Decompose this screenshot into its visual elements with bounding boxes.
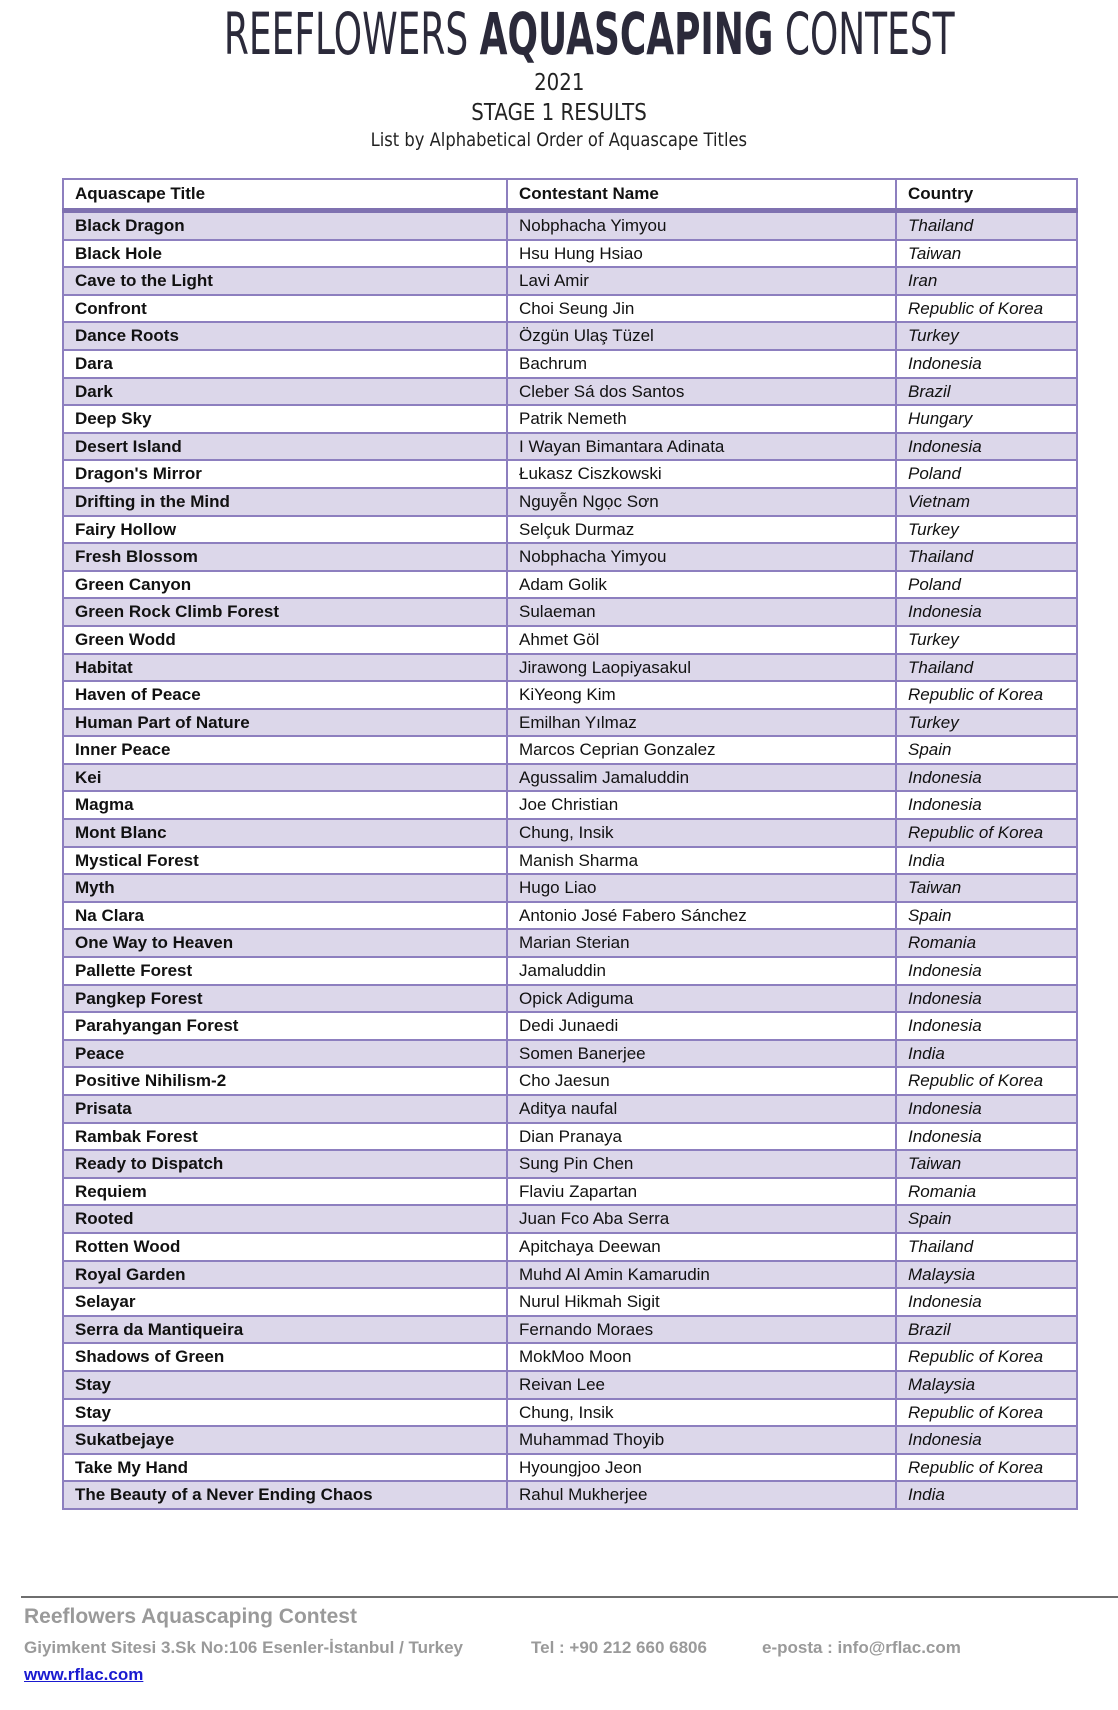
- cell-country: Turkey: [896, 322, 1077, 350]
- table-row: [63, 654, 1077, 682]
- cell-aquascape-title: Requiem: [63, 1178, 507, 1206]
- table-row: [63, 350, 1077, 378]
- cell-aquascape-title: Positive Nihilism-2: [63, 1067, 507, 1095]
- cell-country: Poland: [896, 460, 1077, 488]
- cell-country: Republic of Korea: [896, 1399, 1077, 1427]
- cell-aquascape-title: Fresh Blossom: [63, 543, 507, 571]
- cell-country: Malaysia: [896, 1261, 1077, 1289]
- cell-country: Indonesia: [896, 598, 1077, 626]
- cell-aquascape-title: Take My Hand: [63, 1454, 507, 1482]
- results-table: [62, 178, 1078, 1510]
- cell-country: India: [896, 1481, 1077, 1509]
- cell-aquascape-title: Ready to Dispatch: [63, 1150, 507, 1178]
- table-row: [63, 1371, 1077, 1399]
- table-row: [63, 681, 1077, 709]
- cell-country: Republic of Korea: [896, 1454, 1077, 1482]
- cell-contestant-name: Aditya naufal: [507, 1095, 896, 1123]
- table-row: [63, 1288, 1077, 1316]
- document-title: [0, 2, 1118, 66]
- cell-country: Indonesia: [896, 1095, 1077, 1123]
- table-row: [63, 211, 1077, 240]
- cell-contestant-name: Cleber Sá dos Santos: [507, 378, 896, 406]
- cell-country: Indonesia: [896, 791, 1077, 819]
- cell-contestant-name: Chung, Insik: [507, 819, 896, 847]
- cell-aquascape-title: Na Clara: [63, 902, 507, 930]
- cell-aquascape-title: Kei: [63, 764, 507, 792]
- table-row: [63, 598, 1077, 626]
- table-row: [63, 1205, 1077, 1233]
- cell-contestant-name: Nurul Hikmah Sigit: [507, 1288, 896, 1316]
- cell-country: Republic of Korea: [896, 295, 1077, 323]
- cell-country: India: [896, 847, 1077, 875]
- cell-contestant-name: Apitchaya Deewan: [507, 1233, 896, 1261]
- table-body: [63, 211, 1077, 1509]
- cell-contestant-name: MokMoo Moon: [507, 1343, 896, 1371]
- cell-contestant-name: Muhd Al Amin Kamarudin: [507, 1261, 896, 1289]
- cell-country: Spain: [896, 902, 1077, 930]
- cell-country: Turkey: [896, 626, 1077, 654]
- table-row: [63, 1261, 1077, 1289]
- cell-country: Republic of Korea: [896, 1067, 1077, 1095]
- cell-country: Thailand: [896, 543, 1077, 571]
- cell-country: Indonesia: [896, 985, 1077, 1013]
- cell-aquascape-title: Pallette Forest: [63, 957, 507, 985]
- cell-country: Indonesia: [896, 1288, 1077, 1316]
- cell-contestant-name: Marian Sterian: [507, 929, 896, 957]
- column-header-title: Aquascape Title: [63, 179, 507, 211]
- cell-aquascape-title: Peace: [63, 1040, 507, 1068]
- footer-email: e-posta : info@rflac.com: [762, 1638, 961, 1657]
- table-row: [63, 957, 1077, 985]
- cell-contestant-name: Choi Seung Jin: [507, 295, 896, 323]
- cell-contestant-name: I Wayan Bimantara Adinata: [507, 433, 896, 461]
- cell-contestant-name: Dian Pranaya: [507, 1123, 896, 1151]
- cell-country: Romania: [896, 929, 1077, 957]
- table-row: [63, 433, 1077, 461]
- cell-contestant-name: Opick Adiguma: [507, 985, 896, 1013]
- cell-aquascape-title: Haven of Peace: [63, 681, 507, 709]
- cell-contestant-name: Łukasz Ciszkowski: [507, 460, 896, 488]
- cell-country: Indonesia: [896, 1012, 1077, 1040]
- cell-aquascape-title: Drifting in the Mind: [63, 488, 507, 516]
- cell-country: Brazil: [896, 1316, 1077, 1344]
- cell-contestant-name: Emilhan Yılmaz: [507, 709, 896, 737]
- cell-country: Indonesia: [896, 350, 1077, 378]
- cell-country: Poland: [896, 571, 1077, 599]
- cell-aquascape-title: Pangkep Forest: [63, 985, 507, 1013]
- cell-contestant-name: Nobphacha Yimyou: [507, 543, 896, 571]
- cell-contestant-name: Hyoungjoo Jeon: [507, 1454, 896, 1482]
- footer-telephone: Tel : +90 212 660 6806: [531, 1638, 707, 1657]
- cell-contestant-name: Somen Banerjee: [507, 1040, 896, 1068]
- cell-aquascape-title: Black Dragon: [63, 211, 507, 240]
- cell-contestant-name: Fernando Moraes: [507, 1316, 896, 1344]
- table-row: [63, 626, 1077, 654]
- table-row: [63, 1178, 1077, 1206]
- list-subtitle-text: List by Alphabetical Order of Aquascape Titles: [370, 129, 748, 151]
- cell-contestant-name: Ahmet Göl: [507, 626, 896, 654]
- cell-contestant-name: Sulaeman: [507, 598, 896, 626]
- table-row: [63, 1454, 1077, 1482]
- table-row: [63, 295, 1077, 323]
- cell-aquascape-title: Deep Sky: [63, 405, 507, 433]
- cell-country: Taiwan: [896, 874, 1077, 902]
- cell-country: Indonesia: [896, 957, 1077, 985]
- cell-aquascape-title: Selayar: [63, 1288, 507, 1316]
- cell-aquascape-title: Black Hole: [63, 240, 507, 268]
- table-row: [63, 1040, 1077, 1068]
- cell-country: Indonesia: [896, 764, 1077, 792]
- cell-country: India: [896, 1040, 1077, 1068]
- cell-contestant-name: Jamaluddin: [507, 957, 896, 985]
- cell-aquascape-title: Rotten Wood: [63, 1233, 507, 1261]
- cell-contestant-name: Cho Jaesun: [507, 1067, 896, 1095]
- table-row: [63, 543, 1077, 571]
- table-row: [63, 1426, 1077, 1454]
- table-row: [63, 405, 1077, 433]
- cell-country: Hungary: [896, 405, 1077, 433]
- year-heading: [0, 68, 1118, 98]
- cell-aquascape-title: Confront: [63, 295, 507, 323]
- cell-country: Thailand: [896, 654, 1077, 682]
- cell-contestant-name: Muhammad Thoyib: [507, 1426, 896, 1454]
- cell-country: Indonesia: [896, 1123, 1077, 1151]
- cell-aquascape-title: Royal Garden: [63, 1261, 507, 1289]
- cell-contestant-name: KiYeong Kim: [507, 681, 896, 709]
- cell-country: Brazil: [896, 378, 1077, 406]
- year-text: 2021: [533, 70, 585, 96]
- cell-contestant-name: Dedi Junaedi: [507, 1012, 896, 1040]
- table-row: [63, 240, 1077, 268]
- cell-country: Republic of Korea: [896, 681, 1077, 709]
- cell-contestant-name: Antonio José Fabero Sánchez: [507, 902, 896, 930]
- cell-aquascape-title: Serra da Mantiqueira: [63, 1316, 507, 1344]
- cell-aquascape-title: Rambak Forest: [63, 1123, 507, 1151]
- cell-country: Romania: [896, 1178, 1077, 1206]
- table-row: [63, 791, 1077, 819]
- table-row: [63, 819, 1077, 847]
- cell-country: Turkey: [896, 709, 1077, 737]
- cell-contestant-name: Hsu Hung Hsiao: [507, 240, 896, 268]
- cell-contestant-name: Nobphacha Yimyou: [507, 211, 896, 240]
- cell-country: Spain: [896, 1205, 1077, 1233]
- cell-country: Malaysia: [896, 1371, 1077, 1399]
- cell-country: Taiwan: [896, 240, 1077, 268]
- cell-aquascape-title: Mont Blanc: [63, 819, 507, 847]
- cell-country: Iran: [896, 267, 1077, 295]
- table-row: [63, 929, 1077, 957]
- cell-aquascape-title: Green Rock Climb Forest: [63, 598, 507, 626]
- cell-aquascape-title: Habitat: [63, 654, 507, 682]
- cell-aquascape-title: Dark: [63, 378, 507, 406]
- cell-contestant-name: Manish Sharma: [507, 847, 896, 875]
- table-row: [63, 709, 1077, 737]
- cell-country: Thailand: [896, 1233, 1077, 1261]
- list-subtitle: [0, 127, 1118, 153]
- table-row: [63, 736, 1077, 764]
- table-row: [63, 1233, 1077, 1261]
- cell-contestant-name: Lavi Amir: [507, 267, 896, 295]
- footer-website-link[interactable]: www.rflac.com: [24, 1665, 144, 1684]
- table-row: [63, 1150, 1077, 1178]
- cell-contestant-name: Juan Fco Aba Serra: [507, 1205, 896, 1233]
- table-row: [63, 322, 1077, 350]
- cell-contestant-name: Rahul Mukherjee: [507, 1481, 896, 1509]
- stage-heading: [0, 98, 1118, 128]
- table-row: [63, 764, 1077, 792]
- table-row: [63, 267, 1077, 295]
- cell-aquascape-title: Prisata: [63, 1095, 507, 1123]
- cell-contestant-name: Flaviu Zapartan: [507, 1178, 896, 1206]
- cell-aquascape-title: Mystical Forest: [63, 847, 507, 875]
- cell-aquascape-title: Magma: [63, 791, 507, 819]
- table-row: [63, 1343, 1077, 1371]
- cell-contestant-name: Patrik Nemeth: [507, 405, 896, 433]
- cell-aquascape-title: Stay: [63, 1371, 507, 1399]
- table-row: [63, 847, 1077, 875]
- table-row: [63, 1067, 1077, 1095]
- cell-aquascape-title: Desert Island: [63, 433, 507, 461]
- cell-contestant-name: Bachrum: [507, 350, 896, 378]
- cell-country: Turkey: [896, 516, 1077, 544]
- stage-text: STAGE 1 RESULTS: [471, 100, 647, 126]
- footer-divider: [21, 1596, 1118, 1598]
- cell-aquascape-title: Myth: [63, 874, 507, 902]
- cell-country: Indonesia: [896, 433, 1077, 461]
- cell-contestant-name: Adam Golik: [507, 571, 896, 599]
- cell-contestant-name: Reivan Lee: [507, 1371, 896, 1399]
- table-row: [63, 874, 1077, 902]
- cell-aquascape-title: Fairy Hollow: [63, 516, 507, 544]
- cell-country: Indonesia: [896, 1426, 1077, 1454]
- cell-aquascape-title: Shadows of Green: [63, 1343, 507, 1371]
- cell-aquascape-title: The Beauty of a Never Ending Chaos: [63, 1481, 507, 1509]
- table-row: [63, 985, 1077, 1013]
- cell-country: Republic of Korea: [896, 1343, 1077, 1371]
- table-row: [63, 1095, 1077, 1123]
- cell-aquascape-title: Dragon's Mirror: [63, 460, 507, 488]
- table-row: [63, 571, 1077, 599]
- cell-aquascape-title: Parahyangan Forest: [63, 1012, 507, 1040]
- table-row: [63, 378, 1077, 406]
- cell-contestant-name: Chung, Insik: [507, 1399, 896, 1427]
- cell-aquascape-title: Inner Peace: [63, 736, 507, 764]
- title-part-reeflowers: REEFLOWERS: [223, 0, 469, 68]
- cell-aquascape-title: Dara: [63, 350, 507, 378]
- column-header-country: Country: [896, 179, 1077, 211]
- cell-aquascape-title: Sukatbejaye: [63, 1426, 507, 1454]
- table-row: [63, 516, 1077, 544]
- cell-contestant-name: Nguyễn Ngọc Sơn: [507, 488, 896, 516]
- cell-contestant-name: Joe Christian: [507, 791, 896, 819]
- cell-aquascape-title: Rooted: [63, 1205, 507, 1233]
- cell-country: Republic of Korea: [896, 819, 1077, 847]
- cell-aquascape-title: Dance Roots: [63, 322, 507, 350]
- table-row: [63, 1123, 1077, 1151]
- cell-contestant-name: Hugo Liao: [507, 874, 896, 902]
- footer-address: Giyimkent Sitesi 3.Sk No:106 Esenler-İstanbul / Turkey: [24, 1638, 464, 1657]
- cell-contestant-name: Sung Pin Chen: [507, 1150, 896, 1178]
- table-row: [63, 1399, 1077, 1427]
- cell-contestant-name: Agussalim Jamaluddin: [507, 764, 896, 792]
- column-header-contestant: Contestant Name: [507, 179, 896, 211]
- cell-aquascape-title: Human Part of Nature: [63, 709, 507, 737]
- footer-organization: Reeflowers Aquascaping Contest: [24, 1605, 357, 1628]
- cell-aquascape-title: Green Canyon: [63, 571, 507, 599]
- table-row: [63, 1316, 1077, 1344]
- table-row: [63, 902, 1077, 930]
- cell-aquascape-title: One Way to Heaven: [63, 929, 507, 957]
- cell-contestant-name: Özgün Ulaş Tüzel: [507, 322, 896, 350]
- cell-aquascape-title: Green Wodd: [63, 626, 507, 654]
- cell-country: Taiwan: [896, 1150, 1077, 1178]
- cell-contestant-name: Marcos Ceprian Gonzalez: [507, 736, 896, 764]
- cell-country: Vietnam: [896, 488, 1077, 516]
- cell-aquascape-title: Cave to the Light: [63, 267, 507, 295]
- cell-country: Spain: [896, 736, 1077, 764]
- cell-aquascape-title: Stay: [63, 1399, 507, 1427]
- title-part-aquascaping: AQUASCAPING: [479, 0, 774, 68]
- table-row: [63, 1481, 1077, 1509]
- table-row: [63, 460, 1077, 488]
- table-row: [63, 488, 1077, 516]
- table-header-row: [63, 179, 1077, 211]
- cell-country: Thailand: [896, 211, 1077, 240]
- cell-contestant-name: Selçuk Durmaz: [507, 516, 896, 544]
- title-part-contest: CONTEST: [784, 0, 955, 68]
- cell-contestant-name: Jirawong Laopiyasakul: [507, 654, 896, 682]
- table-row: [63, 1012, 1077, 1040]
